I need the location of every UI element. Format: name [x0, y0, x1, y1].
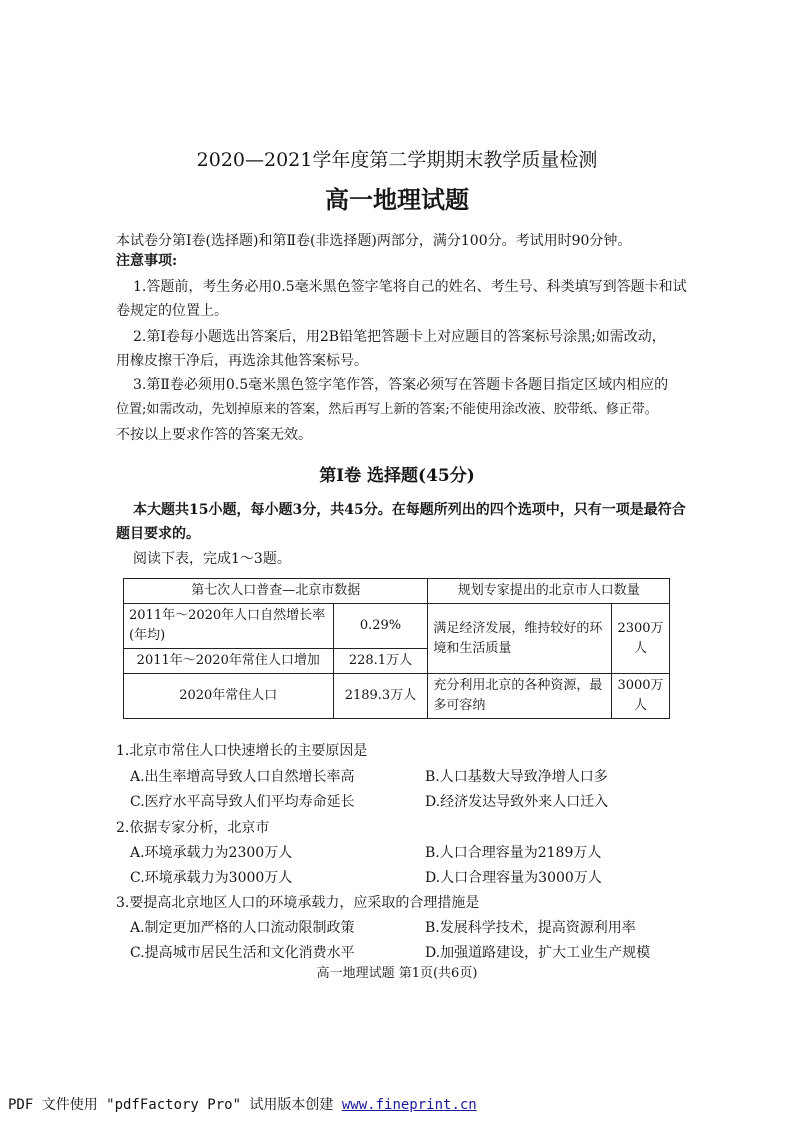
question-3-option-c: C.提高城市居民生活和文化消费水平: [130, 945, 355, 961]
notice-2-line-a: 2.第Ⅰ卷每小题选出答案后，用2B铅笔把答题卡上对应题目的答案标号涂黑;如需改动，: [133, 329, 666, 345]
notice-1-line-a: 1.答题前，考生务必用0.5毫米黑色签字笔将自己的姓名、考生号、科类填写到答题卡和试: [133, 279, 687, 295]
fineprint-link[interactable]: www.fineprint.cn: [341, 1097, 477, 1113]
table-header-census: 第七次人口普查—北京市数据: [124, 579, 428, 604]
read-instruction: 阅读下表，完成1～3题。: [133, 551, 291, 567]
question-2-option-b: B.人口合理容量为2189万人: [425, 845, 602, 861]
page-footer: 高一地理试题 第1页(共6页): [316, 966, 478, 981]
exam-title: 2020—2021学年度第二学期期末教学质量检测: [196, 149, 598, 171]
table-cell-value: 2189.3万人: [333, 674, 428, 719]
pdf-note-text: PDF 文件使用 "pdfFactory Pro" 试用版本创建: [8, 1097, 334, 1113]
question-3-option-d: D.加强道路建设，扩大工业生产规模: [425, 945, 651, 961]
notice-title: 注意事项:: [116, 253, 178, 269]
question-2-option-a: A.环境承载力为2300万人: [130, 845, 293, 861]
table-cell-value: 228.1万人: [333, 649, 428, 674]
table-cell-label: 2011年～2020年常住人口增加: [124, 649, 334, 674]
question-2-option-d: D.人口合理容量为3000万人: [425, 870, 602, 886]
question-1: 1.北京市常住人口快速增长的主要原因是: [116, 743, 368, 759]
table-cell-plan-text: 充分利用北京的各种资源，最多可容纳: [428, 674, 612, 719]
table-row: [124, 604, 670, 649]
subject-title: 高一地理试题: [325, 186, 469, 214]
notice-1-line-b: 卷规定的位置上。: [116, 303, 228, 319]
question-1-option-c: C.医疗水平高导致人们平均寿命延长: [130, 794, 355, 810]
question-1-option-a: A.出生率增高导致人口自然增长率高: [130, 769, 355, 785]
table-cell-label: 2020年常住人口: [124, 674, 334, 719]
question-3: 3.要提高北京地区人口的环境承载力，应采取的合理措施是: [116, 895, 480, 911]
notice-3-line-a: 3.第Ⅱ卷必须用0.5毫米黑色签字笔作答，答案必须写在答题卡各题目指定区域内相应的: [133, 377, 669, 393]
table-header-planning: 规划专家提出的北京市人口数量: [428, 579, 670, 604]
population-table: [123, 578, 670, 719]
pdf-creator-note: [8, 1094, 477, 1114]
section-desc-line-a: 本大题共15小题，每小题3分，共45分。在每题所列出的四个选项中，只有一项是最符合: [133, 502, 686, 518]
question-1-option-d: D.经济发达导致外来人口迁入: [425, 794, 609, 810]
table-header-row: [124, 579, 670, 604]
section-title: 第Ⅰ卷 选择题(45分): [319, 466, 475, 486]
question-3-option-a: A.制定更加严格的人口流动限制政策: [130, 920, 355, 936]
question-2-option-c: C.环境承载力为3000万人: [130, 870, 293, 886]
question-2: 2.依据专家分析，北京市: [116, 820, 270, 836]
question-3-option-b: B.发展科学技术，提高资源利用率: [425, 920, 636, 936]
table-cell-plan-value: 3000万人: [612, 674, 670, 719]
table-cell-label: 2011年～2020年人口自然增长率(年均): [124, 604, 334, 649]
section-desc-line-b: 题目要求的。: [116, 526, 200, 542]
notice-2-line-b: 用橡皮擦干净后，再选涂其他答案标号。: [116, 353, 368, 369]
table-cell-plan-text: 满足经济发展，维持较好的环境和生活质量: [428, 604, 612, 674]
question-1-option-b: B.人口基数大导致净增人口多: [425, 769, 608, 785]
table-row: [124, 674, 670, 719]
notice-3-line-b: 位置;如需改动，先划掉原来的答案，然后再写上新的答案;不能使用涂改液、胶带纸、修正带。: [116, 402, 658, 417]
table-cell-value: 0.29%: [333, 604, 428, 649]
notice-3-line-c: 不按以上要求作答的答案无效。: [116, 427, 312, 443]
table-cell-plan-value: 2300万人: [612, 604, 670, 674]
intro-line: 本试卷分第Ⅰ卷(选择题)和第Ⅱ卷(非选择题)两部分，满分100分。考试用时90分钟。: [116, 233, 632, 249]
